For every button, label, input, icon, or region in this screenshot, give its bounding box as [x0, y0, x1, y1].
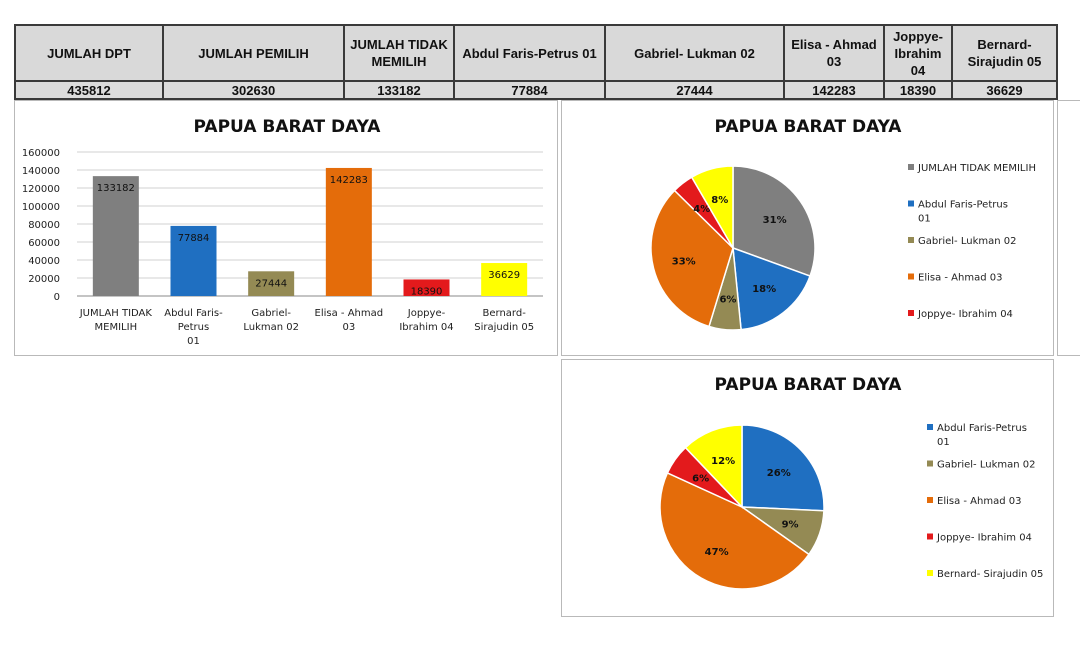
header-elisa-ahmad: Elisa - Ahmad 03 — [784, 25, 884, 81]
pie-2-legend-label — [936, 533, 1032, 544]
bar-data-label: 36629 — [488, 270, 521, 282]
value-jumlah-tidak-memilih: 133182 — [344, 81, 454, 99]
pie-chart-1 — [562, 101, 1055, 357]
x-category-label-line: Ibrahim 04 — [399, 322, 454, 333]
pie-1-percent-label: 33% — [671, 256, 696, 268]
header-jumlah-tidak-memilih: JUMLAH TIDAK MEMILIH — [344, 25, 454, 81]
value-abdul-faris-petrus: 77884 — [454, 81, 605, 99]
bar-chart-title: PAPUA BARAT DAYA — [193, 117, 381, 137]
pie-chart-2 — [562, 360, 1055, 618]
bar — [326, 168, 372, 296]
pie-1-legend-swatch — [908, 237, 914, 243]
pie-1-legend-label-line: Abdul Faris-Petrus — [918, 199, 1008, 211]
pie-2-legend-label-line: Bernard- Sirajudin 05 — [937, 569, 1044, 580]
y-tick-label: 60000 — [28, 238, 60, 249]
bar-chart-panel — [14, 100, 558, 356]
value-elisa-ahmad: 142283 — [784, 81, 884, 99]
summary-table — [14, 24, 1058, 100]
bar-data-label: 77884 — [177, 232, 210, 244]
x-category-label-line: Abdul Faris- — [164, 308, 223, 319]
pie-2-legend-label-line: Elisa - Ahmad 03 — [937, 496, 1022, 507]
bar-data-label: 142283 — [329, 174, 368, 186]
value-bernard-sirajudin: 36629 — [952, 81, 1057, 99]
pie-chart-1-panel — [561, 100, 1054, 356]
x-category-label — [315, 308, 384, 333]
pie-1-legend-label-line: JUMLAH TIDAK MEMILIH — [918, 163, 1036, 174]
y-tick-label: 100000 — [21, 202, 60, 213]
pie-chart-2-panel — [561, 359, 1054, 617]
pie-1-legend-label-line: Gabriel- Lukman 02 — [918, 236, 1017, 247]
header-joppye-ibrahim: Joppye- Ibrahim 04 — [884, 25, 952, 81]
pie-1-legend-label — [917, 309, 1013, 320]
pie-2-percent-label: 6% — [692, 473, 710, 485]
pie-2-percent-label: 26% — [766, 467, 791, 479]
pie-1-legend-label — [917, 163, 1036, 174]
pie-2-legend-label — [937, 569, 1043, 580]
pie-2-legend-swatch — [927, 534, 933, 540]
pie-1-percent-label: 4% — [693, 203, 711, 215]
y-tick-label: 120000 — [21, 184, 60, 195]
bar-data-label: 133182 — [96, 183, 135, 195]
bar-chart — [15, 101, 559, 357]
x-category-label-line: Gabriel- — [251, 308, 291, 319]
x-category-label-line: MEMILIH — [94, 322, 138, 333]
value-jumlah-dpt: 435812 — [15, 81, 163, 99]
pie-1-legend-swatch — [908, 310, 914, 316]
pie-1-legend-label — [918, 200, 1008, 225]
x-category-label-line: Elisa - Ahmad — [314, 308, 384, 319]
pie-2-legend-label-line: 01 — [937, 437, 950, 448]
pie-2-legend-label — [937, 496, 1021, 507]
y-tick-label: 20000 — [28, 274, 60, 285]
pie-1-title: PAPUA BARAT DAYA — [714, 117, 902, 137]
pie-2-legend-swatch — [927, 424, 933, 430]
pie-1-percent-label: 18% — [752, 284, 777, 296]
x-category-label — [399, 308, 453, 333]
table-row — [15, 81, 1057, 99]
pie-1-legend-label — [918, 236, 1016, 247]
pie-2-legend-label — [937, 460, 1035, 471]
y-tick-label: 0 — [53, 292, 60, 303]
x-category-label — [164, 308, 223, 347]
x-category-label-line: Petrus — [177, 322, 210, 333]
pie-1-percent-label: 31% — [762, 214, 787, 226]
value-joppye-ibrahim: 18390 — [884, 81, 952, 99]
y-tick-label: 40000 — [28, 256, 60, 267]
pie-2-percent-label: 12% — [711, 455, 736, 467]
pie-1-percent-label: 8% — [711, 194, 729, 206]
pie-1-legend-label-line: Elisa - Ahmad 03 — [918, 272, 1003, 284]
header-jumlah-pemilih: JUMLAH PEMILIH — [163, 25, 344, 81]
bar-data-label: 27444 — [255, 278, 288, 290]
x-category-label — [79, 308, 153, 333]
y-tick-label: 80000 — [28, 220, 60, 231]
header-gabriel-lukman: Gabriel- Lukman 02 — [605, 25, 784, 81]
x-category-label-line: Bernard- — [482, 308, 526, 319]
x-category-label-line: 01 — [187, 336, 200, 347]
header-jumlah-dpt: JUMLAH DPT — [15, 25, 163, 81]
pie-1-legend-label — [918, 273, 1002, 284]
pie-2-title: PAPUA BARAT DAYA — [714, 375, 902, 395]
x-category-label — [243, 308, 299, 333]
x-category-label-line: JUMLAH TIDAK — [79, 308, 152, 319]
pie-1-percent-label: 6% — [719, 294, 737, 306]
x-category-label-line: Joppye- — [407, 308, 446, 319]
pie-2-percent-label: 47% — [704, 547, 729, 559]
pie-1-legend-swatch — [908, 274, 914, 280]
pie-1-legend-swatch — [908, 164, 914, 170]
table-header-row — [15, 25, 1057, 81]
value-jumlah-pemilih: 302630 — [163, 81, 344, 99]
y-tick-label: 160000 — [21, 148, 60, 159]
bar-data-label: 18390 — [410, 286, 443, 298]
x-category-label-line: 03 — [342, 322, 356, 333]
partial-panel-edge — [1057, 100, 1080, 356]
x-category-label-line: Lukman 02 — [243, 322, 299, 333]
pie-2-legend-swatch — [927, 461, 933, 467]
pie-2-percent-label: 9% — [781, 519, 799, 531]
pie-2-legend-label-line: Abdul Faris-Petrus — [937, 423, 1027, 434]
pie-2-legend-swatch — [927, 570, 933, 576]
value-gabriel-lukman: 27444 — [605, 81, 784, 99]
x-category-label — [474, 308, 534, 333]
header-abdul-faris-petrus: Abdul Faris-Petrus 01 — [454, 25, 605, 81]
x-category-label-line: Sirajudin 05 — [474, 322, 535, 333]
pie-2-legend-label-line: Joppye- Ibrahim 04 — [937, 532, 1032, 544]
pie-1-legend-label-line: 01 — [918, 213, 931, 225]
pie-1-legend-swatch — [908, 201, 914, 207]
pie-1-legend-label-line: Joppye- Ibrahim 04 — [918, 309, 1013, 320]
pie-2-legend-label-line: Gabriel- Lukman 02 — [937, 459, 1036, 471]
pie-2-legend-swatch — [927, 497, 933, 503]
y-tick-label: 140000 — [21, 166, 60, 177]
pie-2-legend-label — [937, 423, 1027, 448]
header-bernard-sirajudin: Bernard- Sirajudin 05 — [952, 25, 1057, 81]
